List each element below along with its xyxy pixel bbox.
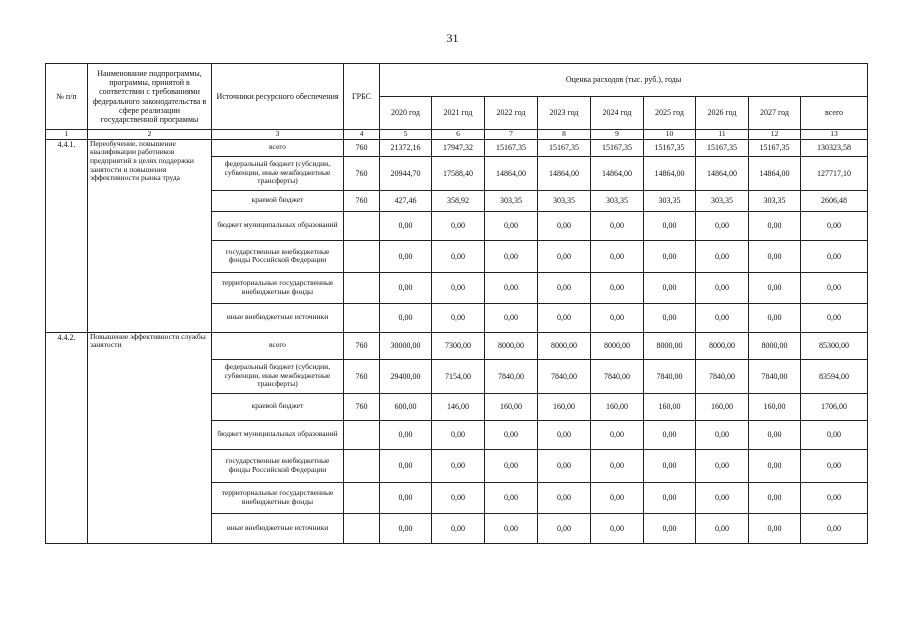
year-value: 15167,35 bbox=[591, 139, 644, 156]
grbs-code bbox=[344, 211, 380, 240]
column-number: 8 bbox=[538, 130, 591, 140]
header-estimate: Оценка расходов (тыс. руб.), годы bbox=[380, 64, 868, 97]
section-code: 4.4.2. bbox=[46, 332, 88, 543]
budget-table bbox=[45, 63, 868, 544]
year-value: 0,00 bbox=[432, 211, 485, 240]
year-value: 0,00 bbox=[644, 303, 696, 332]
year-value: 0,00 bbox=[749, 272, 801, 303]
grbs-code bbox=[344, 482, 380, 513]
year-value: 7840,00 bbox=[485, 359, 538, 393]
funding-source: краевой бюджет bbox=[212, 393, 344, 420]
column-number: 7 bbox=[485, 130, 538, 140]
total-value: 0,00 bbox=[801, 240, 868, 272]
year-value: 14864,00 bbox=[644, 156, 696, 190]
year-value: 0,00 bbox=[696, 303, 749, 332]
funding-source: всего bbox=[212, 332, 344, 359]
year-value: 0,00 bbox=[591, 513, 644, 543]
column-number: 6 bbox=[432, 130, 485, 140]
year-value: 0,00 bbox=[696, 449, 749, 482]
section-name: Переобучение, повышение квалификации работников предприятий в целях поддержки занятости и повышения эффективности рынка труда bbox=[88, 139, 212, 332]
column-number: 1 bbox=[46, 130, 88, 140]
year-value: 0,00 bbox=[380, 420, 432, 449]
column-number: 10 bbox=[644, 130, 696, 140]
grbs-code bbox=[344, 303, 380, 332]
column-number-row bbox=[46, 130, 868, 140]
year-value: 15167,35 bbox=[696, 139, 749, 156]
total-value: 130323,58 bbox=[801, 139, 868, 156]
grbs-code: 760 bbox=[344, 139, 380, 156]
year-value: 0,00 bbox=[432, 303, 485, 332]
year-value: 0,00 bbox=[696, 272, 749, 303]
grbs-code bbox=[344, 240, 380, 272]
year-value: 0,00 bbox=[485, 272, 538, 303]
year-value: 160,00 bbox=[749, 393, 801, 420]
funding-source: иные внебюджетные источники bbox=[212, 303, 344, 332]
year-value: 358,92 bbox=[432, 190, 485, 211]
year-value: 15167,35 bbox=[538, 139, 591, 156]
header-year: 2021 год bbox=[432, 97, 485, 130]
year-value: 0,00 bbox=[591, 449, 644, 482]
year-value: 8000,00 bbox=[485, 332, 538, 359]
year-value: 160,00 bbox=[591, 393, 644, 420]
year-value: 8000,00 bbox=[749, 332, 801, 359]
header-year: 2027 год bbox=[749, 97, 801, 130]
column-number: 5 bbox=[380, 130, 432, 140]
year-value: 0,00 bbox=[644, 240, 696, 272]
year-value: 0,00 bbox=[380, 513, 432, 543]
year-value: 29400,00 bbox=[380, 359, 432, 393]
year-value: 0,00 bbox=[591, 303, 644, 332]
header-year: 2023 год bbox=[538, 97, 591, 130]
year-value: 0,00 bbox=[749, 303, 801, 332]
grbs-code: 760 bbox=[344, 190, 380, 211]
year-value: 160,00 bbox=[644, 393, 696, 420]
table-row bbox=[46, 332, 868, 359]
grbs-code bbox=[344, 420, 380, 449]
year-value: 8000,00 bbox=[538, 332, 591, 359]
year-value: 0,00 bbox=[538, 449, 591, 482]
year-value: 160,00 bbox=[538, 393, 591, 420]
year-value: 0,00 bbox=[380, 211, 432, 240]
year-value: 0,00 bbox=[432, 449, 485, 482]
year-value: 0,00 bbox=[485, 303, 538, 332]
funding-source: территориальные государственные внебюджетные фонды bbox=[212, 482, 344, 513]
grbs-code: 760 bbox=[344, 359, 380, 393]
year-value: 7840,00 bbox=[696, 359, 749, 393]
year-value: 160,00 bbox=[485, 393, 538, 420]
year-value: 21372,16 bbox=[380, 139, 432, 156]
funding-source: бюджет муниципальных образований bbox=[212, 420, 344, 449]
funding-source: федеральный бюджет (субсидии, субвенции, иные межбюджетные трансферты) bbox=[212, 359, 344, 393]
year-value: 0,00 bbox=[485, 211, 538, 240]
year-value: 303,35 bbox=[696, 190, 749, 211]
year-value: 303,35 bbox=[644, 190, 696, 211]
total-value: 0,00 bbox=[801, 513, 868, 543]
year-value: 0,00 bbox=[644, 211, 696, 240]
year-value: 14864,00 bbox=[749, 156, 801, 190]
year-value: 0,00 bbox=[485, 513, 538, 543]
total-value: 127717,10 bbox=[801, 156, 868, 190]
year-value: 0,00 bbox=[538, 482, 591, 513]
year-value: 0,00 bbox=[591, 272, 644, 303]
year-value: 0,00 bbox=[538, 272, 591, 303]
column-number: 11 bbox=[696, 130, 749, 140]
year-value: 0,00 bbox=[538, 513, 591, 543]
year-value: 0,00 bbox=[749, 240, 801, 272]
grbs-code bbox=[344, 513, 380, 543]
table-row bbox=[46, 139, 868, 156]
grbs-code: 760 bbox=[344, 393, 380, 420]
year-value: 7300,00 bbox=[432, 332, 485, 359]
year-value: 0,00 bbox=[538, 420, 591, 449]
column-number: 12 bbox=[749, 130, 801, 140]
total-value: 83594,00 bbox=[801, 359, 868, 393]
year-value: 15167,35 bbox=[749, 139, 801, 156]
year-value: 0,00 bbox=[696, 420, 749, 449]
year-value: 0,00 bbox=[591, 211, 644, 240]
year-value: 0,00 bbox=[380, 482, 432, 513]
header-year: 2022 год bbox=[485, 97, 538, 130]
year-value: 0,00 bbox=[380, 272, 432, 303]
year-value: 0,00 bbox=[591, 420, 644, 449]
total-value: 0,00 bbox=[801, 303, 868, 332]
page-number: 31 bbox=[446, 31, 459, 45]
year-value: 0,00 bbox=[538, 211, 591, 240]
year-value: 0,00 bbox=[696, 240, 749, 272]
header-sources: Источники ресурсного обеспечения bbox=[212, 64, 344, 130]
year-value: 15167,35 bbox=[485, 139, 538, 156]
year-value: 0,00 bbox=[696, 211, 749, 240]
total-value: 0,00 bbox=[801, 272, 868, 303]
year-value: 303,35 bbox=[591, 190, 644, 211]
header-year: 2020 год bbox=[380, 97, 432, 130]
year-value: 0,00 bbox=[538, 303, 591, 332]
column-number: 9 bbox=[591, 130, 644, 140]
total-value: 0,00 bbox=[801, 449, 868, 482]
header-grbs: ГРБС bbox=[344, 64, 380, 130]
year-value: 20944,70 bbox=[380, 156, 432, 190]
year-value: 0,00 bbox=[432, 482, 485, 513]
year-value: 303,35 bbox=[485, 190, 538, 211]
year-value: 0,00 bbox=[380, 303, 432, 332]
year-value: 0,00 bbox=[749, 420, 801, 449]
year-value: 0,00 bbox=[591, 482, 644, 513]
year-value: 0,00 bbox=[696, 513, 749, 543]
header-year: 2024 год bbox=[591, 97, 644, 130]
year-value: 8000,00 bbox=[696, 332, 749, 359]
grbs-code: 760 bbox=[344, 332, 380, 359]
year-value: 0,00 bbox=[749, 449, 801, 482]
year-value: 7840,00 bbox=[591, 359, 644, 393]
column-number: 3 bbox=[212, 130, 344, 140]
column-number: 2 bbox=[88, 130, 212, 140]
year-value: 0,00 bbox=[538, 240, 591, 272]
year-value: 303,35 bbox=[538, 190, 591, 211]
year-value: 0,00 bbox=[644, 482, 696, 513]
year-value: 17947,32 bbox=[432, 139, 485, 156]
year-value: 8000,00 bbox=[591, 332, 644, 359]
total-value: 0,00 bbox=[801, 420, 868, 449]
year-value: 14864,00 bbox=[485, 156, 538, 190]
total-value: 2606,48 bbox=[801, 190, 868, 211]
year-value: 0,00 bbox=[591, 240, 644, 272]
year-value: 0,00 bbox=[644, 449, 696, 482]
total-value: 85300,00 bbox=[801, 332, 868, 359]
year-value: 14864,00 bbox=[538, 156, 591, 190]
total-value: 0,00 bbox=[801, 482, 868, 513]
funding-source: краевой бюджет bbox=[212, 190, 344, 211]
year-value: 0,00 bbox=[749, 482, 801, 513]
header-num: № п/п bbox=[46, 64, 88, 130]
funding-source: федеральный бюджет (субсидии, субвенции, иные межбюджетные трансферты) bbox=[212, 156, 344, 190]
year-value: 8000,00 bbox=[644, 332, 696, 359]
year-value: 7154,00 bbox=[432, 359, 485, 393]
header-year: 2026 год bbox=[696, 97, 749, 130]
year-value: 14864,00 bbox=[591, 156, 644, 190]
year-value: 427,46 bbox=[380, 190, 432, 211]
column-number: 13 bbox=[801, 130, 868, 140]
year-value: 15167,35 bbox=[644, 139, 696, 156]
year-value: 0,00 bbox=[380, 449, 432, 482]
year-value: 0,00 bbox=[485, 240, 538, 272]
year-value: 0,00 bbox=[432, 272, 485, 303]
funding-source: государственные внебюджетные фонды Российской Федерации bbox=[212, 240, 344, 272]
grbs-code: 760 bbox=[344, 156, 380, 190]
total-value: 0,00 bbox=[801, 211, 868, 240]
funding-source: территориальные государственные внебюджетные фонды bbox=[212, 272, 344, 303]
year-value: 0,00 bbox=[432, 513, 485, 543]
year-value: 0,00 bbox=[644, 420, 696, 449]
year-value: 0,00 bbox=[380, 240, 432, 272]
year-value: 0,00 bbox=[696, 482, 749, 513]
year-value: 303,35 bbox=[749, 190, 801, 211]
year-value: 0,00 bbox=[485, 449, 538, 482]
year-value: 0,00 bbox=[644, 513, 696, 543]
year-value: 17588,40 bbox=[432, 156, 485, 190]
section-code: 4.4.1. bbox=[46, 139, 88, 332]
header-total: всего bbox=[801, 97, 868, 130]
year-value: 160,00 bbox=[696, 393, 749, 420]
year-value: 0,00 bbox=[485, 482, 538, 513]
funding-source: бюджет муниципальных образований bbox=[212, 211, 344, 240]
year-value: 600,00 bbox=[380, 393, 432, 420]
header-year: 2025 год bbox=[644, 97, 696, 130]
funding-source: всего bbox=[212, 139, 344, 156]
year-value: 0,00 bbox=[749, 513, 801, 543]
year-value: 7840,00 bbox=[644, 359, 696, 393]
year-value: 0,00 bbox=[432, 420, 485, 449]
grbs-code bbox=[344, 449, 380, 482]
funding-source: государственные внебюджетные фонды Российской Федерации bbox=[212, 449, 344, 482]
year-value: 14864,00 bbox=[696, 156, 749, 190]
funding-source: иные внебюджетные источники bbox=[212, 513, 344, 543]
year-value: 0,00 bbox=[644, 272, 696, 303]
year-value: 7840,00 bbox=[538, 359, 591, 393]
year-value: 0,00 bbox=[485, 420, 538, 449]
column-number: 4 bbox=[344, 130, 380, 140]
section-name: Повышение эффективности службы занятости bbox=[88, 332, 212, 543]
year-value: 146,00 bbox=[432, 393, 485, 420]
grbs-code bbox=[344, 272, 380, 303]
year-value: 0,00 bbox=[432, 240, 485, 272]
total-value: 1706,00 bbox=[801, 393, 868, 420]
header-name: Наименование подпрограммы, программы, принятой в соответствии с требованиями федерального законодательства в сфере реализации государственной программы bbox=[88, 64, 212, 130]
year-value: 7840,00 bbox=[749, 359, 801, 393]
year-value: 0,00 bbox=[749, 211, 801, 240]
year-value: 30000,00 bbox=[380, 332, 432, 359]
